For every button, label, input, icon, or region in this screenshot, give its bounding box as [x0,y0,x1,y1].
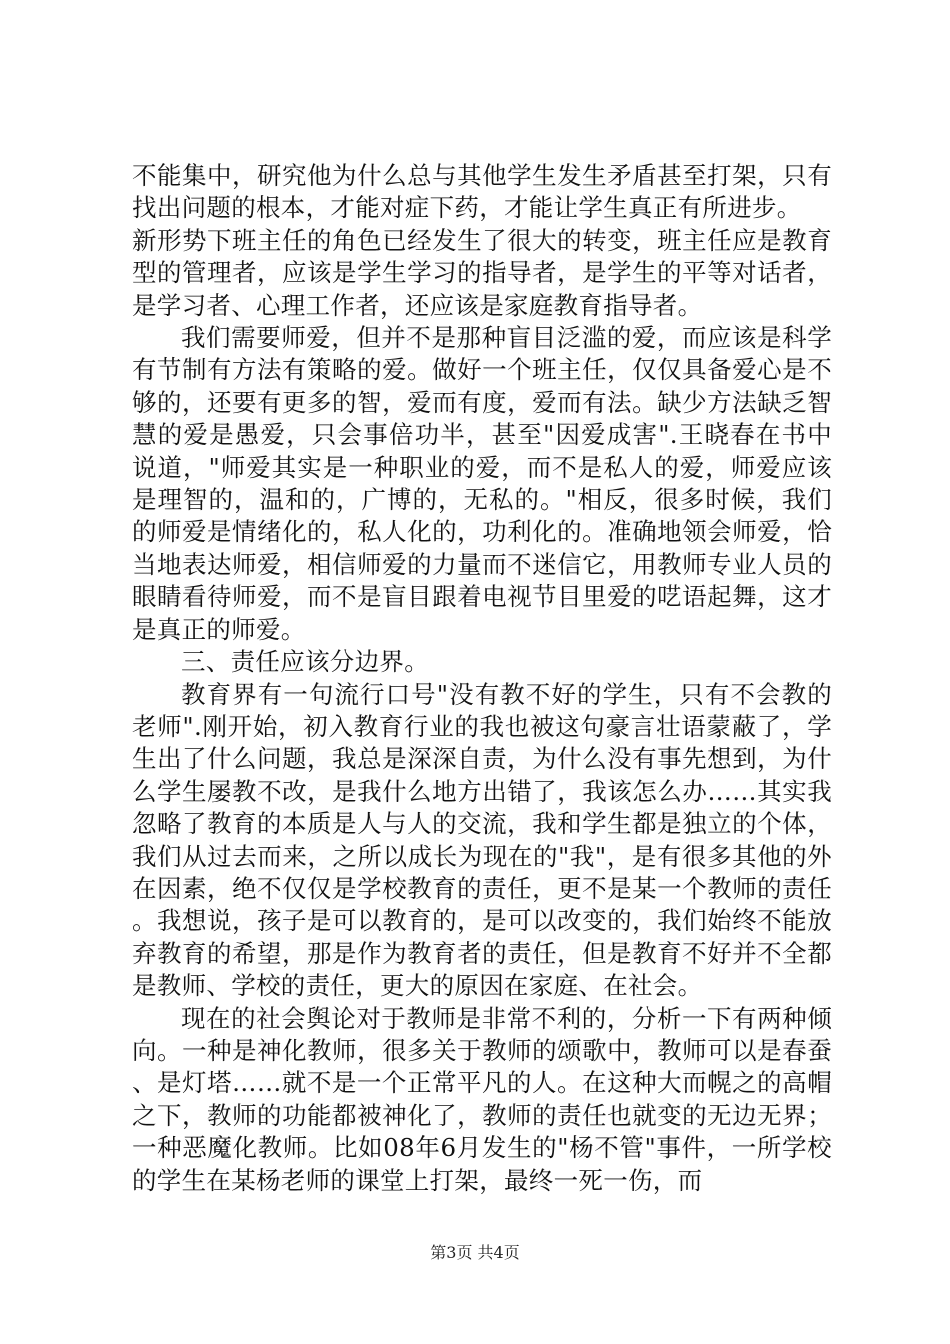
paragraph-3: 我们需要师爱，但并不是那种盲目泛滥的爱，而应该是科学有节制有方法有策略的爱。做好一个班主任，仅仅具备爱心是不够的，还要有更多的智，爱而有度，爱而有法。缺少方法缺乏智慧的爱是愚爱，只会事倍功半，甚至"因爱成害".王晓春在书中说道，"师爱其实是一种职业的爱，而不是私人的爱，师爱应该是理智的，温和的，广博的，无私的。"相反，很多时候，我们的师爱是情绪化的，私人化的，功利化的。准确地领会师爱，恰当地表达师爱，相信师爱的力量而不迷信它，用教师专业人员的眼睛看待师爱，而不是盲目跟着电视节目里爱的呓语起舞，这才是真正的师爱。 [132,323,832,644]
paragraph-1: 不能集中，研究他为什么总与其他学生发生矛盾甚至打架，只有找出问题的根本，才能对症下药，才能让学生真正有所进步。 [132,161,832,223]
paragraph-5: 现在的社会舆论对于教师是非常不利的，分析一下有两种倾向。一种是神化教师，很多关于教师的颂歌中，教师可以是春蚕、是灯塔……就不是一个正常平凡的人。在这种大而幌之的高帽之下，教师的功能都被神化了，教师的责任也就变的无边无界；一种恶魔化教师。比如08年6月发生的"杨不管"事件，一所学校的学生在某杨老师的课堂上打架，最终一死一伤，而 [132,1003,832,1195]
section-heading: 三、责任应该分边界。 [181,647,429,677]
body-text [132,160,832,1197]
page-footer: 第3页 共4页 [430,1243,520,1262]
paragraph-4: 教育界有一句流行口号"没有教不好的学生，只有不会教的老师".刚开始，初入教育行业的我也被这句豪言壮语蒙蔽了，学生出了什么问题，我总是深深自责，为什么没有事先想到，为什么学生屡教不改，是我什么地方出错了，我该怎么办……其实我忽略了教育的本质是人与人的交流，我和学生都是独立的个体，我们从过去而来，之所以成长为现在的"我"，是有很多其他的外在因素，绝不仅仅是学校教育的责任，更不是某一个教师的责任。我想说，孩子是可以教育的，是可以改变的，我们始终不能放弃教育的希望，那是作为教育者的责任，但是教育不好并不全都是教师、学校的责任，更大的原因在家庭、在社会。 [132,679,832,1001]
paragraph-2: 新形势下班主任的角色已经发生了很大的转变，班主任应是教育型的管理者，应该是学生学习的指导者，是学生的平等对话者，是学习者、心理工作者，还应该是家庭教育指导者。 [132,225,832,320]
